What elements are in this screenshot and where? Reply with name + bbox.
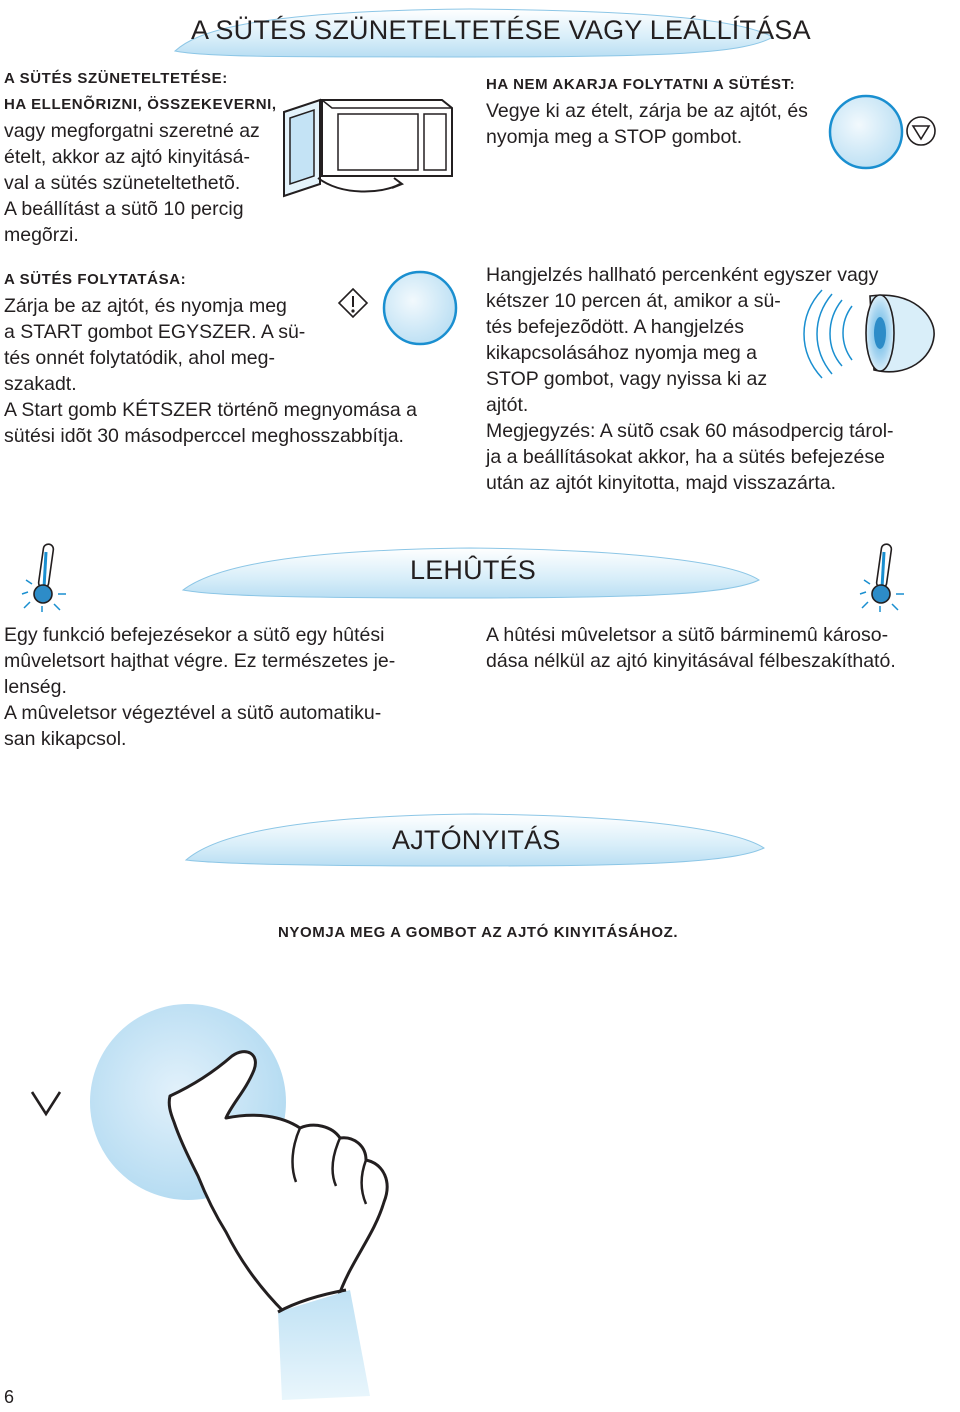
beep-line-4: kikapcsolásához nyomja meg a (486, 342, 757, 364)
pause-line-2: vagy megforgatni szeretné az (4, 120, 260, 142)
beep-line-1: Hangjelzés hallható percenként egyszer vagy (486, 264, 879, 286)
door-instruction-text: NYOMJA MEG A GOMBOT AZ AJTÓ KINYITÁSÁHOZ. (278, 924, 679, 941)
pause-stop-title: A SÜTÉS SZÜNETELTETÉSE VAGY LEÁLLÍTÁSA (191, 15, 811, 45)
page-number: 6 (4, 1387, 15, 1407)
beep-line-2: kétszer 10 percen át, amikor a sü- (486, 290, 781, 312)
pause-line-3: ételt, akkor az ajtó kinyitásá- (4, 146, 251, 168)
pause-line-4: val a sütés szüneteltethetõ. (4, 172, 241, 194)
beep-line-6: ajtót. (486, 394, 529, 416)
warning-triangle-icon (336, 286, 370, 322)
cooling-left-line-2: mûveletsort hajthat végre. Ez természetes je- (4, 650, 396, 672)
cooling-banner (175, 540, 765, 602)
cooling-left-line-1: Egy funkció befejezésekor a sütõ egy hûtési (4, 624, 385, 646)
beep-note-2: ja a beállításokat akkor, ha a sütés befejezése (486, 446, 885, 468)
cooling-title: LEHÛTÉS (410, 555, 536, 585)
continue-line-3: tés onnét folytatódik, ahol meg- (4, 347, 275, 369)
pause-line-6: megõrzi. (4, 224, 79, 246)
stop-line-1: Vegye ki az ételt, zárja be az ajtót, és (486, 100, 808, 122)
stop-line-2: nyomja meg a STOP gombot. (486, 126, 743, 148)
cooling-left-line-4: A mûveletsor végeztével a sütõ automatiku- (4, 702, 382, 724)
continue-line-1: Zárja be az ajtót, és nyomja meg (4, 295, 287, 317)
pause-stop-banner (155, 3, 811, 61)
pause-line-5: A beállítást a sütõ 10 percig (4, 198, 244, 220)
continue-line-2: a START gombot EGYSZER. A sü- (4, 321, 306, 343)
beep-note-1: Megjegyzés: A sütõ csak 60 másodpercig tárol- (486, 420, 894, 442)
thermometer-icon (22, 540, 68, 612)
arrow-icon (26, 1084, 66, 1124)
pause-heading: A SÜTÉS SZÜNETELTETÉSE: (4, 70, 228, 87)
cooling-left (4, 622, 444, 752)
start-button-icon (380, 268, 460, 348)
beep-speaker-icon (800, 286, 940, 382)
cooling-right (486, 622, 946, 674)
continue-line-5: A Start gomb KÉTSZER történõ megnyomása a (4, 399, 417, 421)
beep-line-3: tés befejezõdött. A hangjelzés (486, 316, 745, 338)
beep-line-5: STOP gombot, vagy nyissa ki az (486, 368, 768, 390)
door-instruction (278, 920, 698, 946)
continue-heading: A SÜTÉS FOLYTATÁSA: (4, 271, 187, 288)
door-banner (180, 806, 770, 870)
stop-heading: HA NEM AKARJA FOLYTATNI A SÜTÉST: (486, 76, 796, 93)
stop-block (486, 72, 826, 150)
door-title: AJTÓNYITÁS (392, 825, 561, 855)
stop-symbol-icon (904, 114, 938, 148)
pause-line-1: HA ELLENÕRIZNI, ÖSSZEKEVERNI, (4, 96, 277, 113)
cooling-left-line-5: san kikapcsol. (4, 728, 127, 750)
continue-line-4: szakadt. (4, 373, 77, 395)
pause-block (4, 66, 304, 248)
cooling-left-line-3: lenség. (4, 676, 67, 698)
cooling-right-line-1: A hûtési mûveletsor a sütõ bárminemû károso- (486, 624, 889, 646)
continue-line-6: sütési idõt 30 másodperccel meghosszabbítja. (4, 425, 404, 447)
hand-pressing-button-icon (20, 1000, 460, 1400)
microwave-door-open-icon (282, 92, 462, 202)
thermometer-icon (860, 540, 906, 612)
beep-note-3: után az ajtót kinyitotta, majd visszazárta. (486, 472, 837, 494)
cooling-right-line-2: dása nélkül az ajtó kinyitásával félbeszakítható. (486, 650, 896, 672)
stop-button-icon (826, 92, 906, 172)
